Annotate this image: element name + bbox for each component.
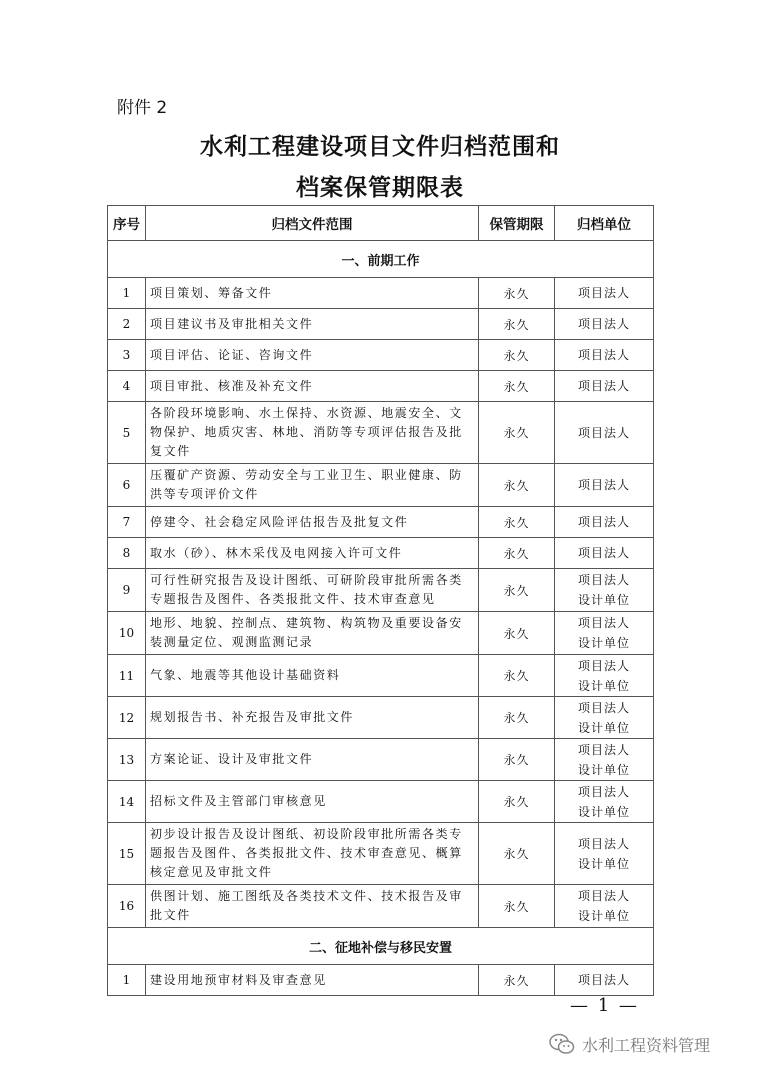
column-header-scope: 归档文件范围: [146, 206, 479, 241]
table-row: [108, 371, 654, 402]
cell-scope: 可行性研究报告及设计图纸、可研阶段审批所需各类专题报告及图件、各类报批文件、技术审查意见: [146, 569, 479, 612]
cell-no: 8: [108, 538, 146, 569]
cell-period: 永久: [479, 697, 555, 739]
attachment-label: 附件 2: [117, 98, 168, 118]
cell-unit: [555, 402, 654, 464]
table-row: [108, 655, 654, 697]
cell-period: 永久: [479, 507, 555, 538]
table-row: [108, 739, 654, 781]
cell-no: 15: [108, 823, 146, 885]
cell-scope: 供图计划、施工图纸及各类技术文件、技术报告及审批文件: [146, 885, 479, 928]
cell-scope: 项目策划、筹备文件: [146, 278, 479, 309]
table-row: [108, 781, 654, 823]
unit-line: 项目法人: [577, 478, 630, 492]
cell-period: 永久: [479, 823, 555, 885]
unit-line: 项目法人: [577, 317, 630, 331]
cell-scope: 项目建议书及审批相关文件: [146, 309, 479, 340]
unit-line: 项目法人: [577, 546, 630, 560]
cell-no: 1: [108, 965, 146, 996]
table-row: [108, 538, 654, 569]
cell-unit: [555, 739, 654, 781]
unit-line: 设计单位: [577, 636, 630, 650]
cell-scope: 初步设计报告及设计图纸、初设阶段审批所需各类专题报告及图件、各类报批文件、技术审查意见、概算核定意见及审批文件: [146, 823, 479, 885]
unit-line: 设计单位: [577, 804, 630, 819]
unit-line: 项目法人: [577, 836, 630, 851]
cell-unit: [555, 538, 654, 569]
cell-unit: [555, 371, 654, 402]
cell-scope: 招标文件及主管部门审核意见: [146, 781, 479, 823]
cell-unit: [555, 885, 654, 928]
unit-line: 项目法人: [577, 573, 630, 587]
unit-line: 项目法人: [577, 348, 630, 362]
table-row: [108, 507, 654, 538]
cell-period: 永久: [479, 538, 555, 569]
cell-unit: [555, 612, 654, 655]
document-title-line2: 档案保管期限表: [296, 175, 464, 201]
cell-no: 2: [108, 309, 146, 340]
column-header-period: 保管期限: [479, 206, 555, 241]
cell-no: 9: [108, 569, 146, 612]
cell-unit: [555, 697, 654, 739]
cell-period: 永久: [479, 885, 555, 928]
table-row: [108, 309, 654, 340]
table-row: [108, 965, 654, 996]
cell-period: 永久: [479, 569, 555, 612]
cell-scope: 各阶段环境影响、水土保持、水资源、地震安全、文物保护、地质灾害、林地、消防等专项评估报告及批复文件: [146, 402, 479, 464]
cell-no: 11: [108, 655, 146, 697]
unit-line: 设计单位: [577, 720, 630, 735]
cell-unit: [555, 569, 654, 612]
cell-unit: [555, 340, 654, 371]
unit-line: 项目法人: [577, 742, 630, 757]
unit-line: 项目法人: [577, 889, 630, 903]
cell-unit: [555, 309, 654, 340]
cell-no: 4: [108, 371, 146, 402]
table-row: [108, 464, 654, 507]
unit-line: 项目法人: [577, 425, 630, 440]
cell-period: 永久: [479, 402, 555, 464]
page-number: — 1 —: [570, 995, 639, 1016]
cell-period: 永久: [479, 309, 555, 340]
cell-no: 5: [108, 402, 146, 464]
cell-unit: [555, 464, 654, 507]
unit-line: 项目法人: [577, 616, 630, 630]
table-row: [108, 569, 654, 612]
unit-line: 设计单位: [577, 678, 630, 693]
unit-line: 项目法人: [577, 700, 630, 715]
cell-scope: 地形、地貌、控制点、建筑物、构筑物及重要设备安装测量定位、观测监测记录: [146, 612, 479, 655]
unit-line: 项目法人: [577, 658, 630, 673]
cell-period: 永久: [479, 340, 555, 371]
section-header-row: [108, 241, 654, 278]
cell-period: 永久: [479, 612, 555, 655]
cell-no: 1: [108, 278, 146, 309]
cell-scope: 建设用地预审材料及审查意见: [146, 965, 479, 996]
cell-scope: 方案论证、设计及审批文件: [146, 739, 479, 781]
cell-period: 永久: [479, 278, 555, 309]
cell-no: 10: [108, 612, 146, 655]
cell-period: 永久: [479, 965, 555, 996]
cell-no: 13: [108, 739, 146, 781]
cell-scope: 气象、地震等其他设计基础资料: [146, 655, 479, 697]
section-header-row: [108, 928, 654, 965]
unit-line: 项目法人: [577, 515, 630, 529]
cell-unit: [555, 965, 654, 996]
unit-line: 项目法人: [577, 973, 630, 987]
cell-no: 7: [108, 507, 146, 538]
cell-scope: 取水（砂）、林木采伐及电网接入许可文件: [146, 538, 479, 569]
cell-period: 永久: [479, 781, 555, 823]
cell-unit: [555, 655, 654, 697]
column-header-unit: 归档单位: [555, 206, 654, 241]
unit-line: 设计单位: [577, 762, 630, 777]
unit-line: 设计单位: [577, 909, 630, 923]
wechat-icon: [548, 1032, 576, 1056]
cell-period: 永久: [479, 739, 555, 781]
cell-no: 14: [108, 781, 146, 823]
cell-period: 永久: [479, 371, 555, 402]
section-title: 二、征地补偿与移民安置: [108, 928, 654, 965]
cell-no: 12: [108, 697, 146, 739]
column-header-no: 序号: [108, 206, 146, 241]
unit-line: 设计单位: [577, 593, 630, 607]
cell-period: 永久: [479, 464, 555, 507]
cell-unit: [555, 507, 654, 538]
cell-scope: 规划报告书、补充报告及审批文件: [146, 697, 479, 739]
table-row: [108, 402, 654, 464]
cell-scope: 项目审批、核准及补充文件: [146, 371, 479, 402]
unit-line: 项目法人: [577, 784, 630, 799]
watermark: [548, 1032, 710, 1056]
cell-scope: 停建令、社会稳定风险评估报告及批复文件: [146, 507, 479, 538]
archive-scope-table: [107, 205, 654, 996]
unit-line: 设计单位: [577, 856, 630, 871]
cell-scope: 压覆矿产资源、劳动安全与工业卫生、职业健康、防洪等专项评价文件: [146, 464, 479, 507]
cell-scope: 项目评估、论证、咨询文件: [146, 340, 479, 371]
table-row: [108, 612, 654, 655]
cell-no: 3: [108, 340, 146, 371]
cell-unit: [555, 823, 654, 885]
table-row: [108, 885, 654, 928]
cell-unit: [555, 781, 654, 823]
unit-line: 项目法人: [577, 379, 630, 393]
section-title: 一、前期工作: [108, 241, 654, 278]
cell-no: 6: [108, 464, 146, 507]
table-row: [108, 823, 654, 885]
cell-no: 16: [108, 885, 146, 928]
watermark-text: 水利工程资料管理: [582, 1035, 711, 1055]
table-header-row: [108, 206, 654, 241]
unit-line: 项目法人: [577, 286, 630, 300]
cell-period: 永久: [479, 655, 555, 697]
document-title-line1: 水利工程建设项目文件归档范围和: [200, 134, 560, 160]
table-row: [108, 697, 654, 739]
cell-unit: [555, 278, 654, 309]
table-row: [108, 278, 654, 309]
table-row: [108, 340, 654, 371]
